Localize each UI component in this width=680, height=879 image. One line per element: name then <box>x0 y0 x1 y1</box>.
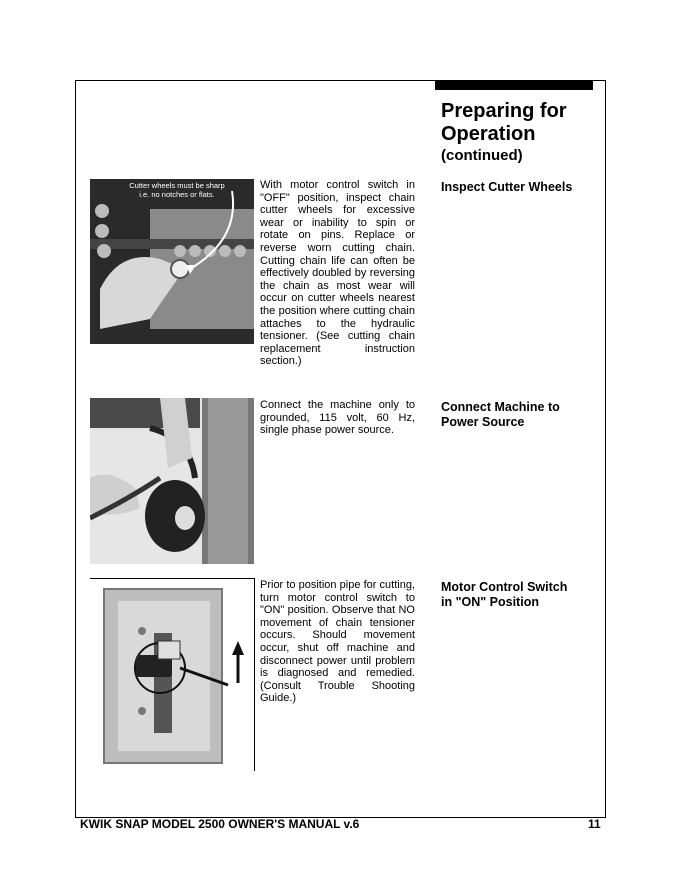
motor-switch-photo <box>98 583 250 765</box>
inspect-cutter-heading: Inspect Cutter Wheels <box>441 180 573 194</box>
photo-top-rule <box>90 578 254 579</box>
motor-switch-heading <box>441 580 591 610</box>
connect-heading-line-1: Connect Machine to <box>441 400 560 414</box>
cutter-wheels-illustration <box>90 179 254 344</box>
motor-switch-illustration <box>98 583 250 765</box>
power-connection-photo <box>90 398 254 564</box>
footer-page-number: 11 <box>588 817 601 831</box>
caption-line-1: Cutter wheels must be sharp <box>129 181 225 190</box>
motor-heading-line-2: in "ON" Position <box>441 595 539 609</box>
footer-manual-title: KWIK SNAP MODEL 2500 OWNER'S MANUAL v.6 <box>80 817 360 831</box>
connect-machine-text: Connect the machine only to grounded, 115 volt, 60 Hz, single phase power source. <box>260 399 415 437</box>
motor-heading-line-1: Motor Control Switch <box>441 580 568 594</box>
inspect-cutter-text: With motor control switch in "OFF" position, inspect chain cutter wheels for excessive wear or inability to spin or rotate on pins. Replace or reverse worn cutting chain. Cutting chain life can often be effectively doubled by reversing the chain as most wear will occur on cutter wheels nearest the position where cutting chain attaches to the hydraulic tensioner. (See cutting chain replacement instruction section.) <box>260 179 415 368</box>
connect-heading-line-2: Power Source <box>441 415 525 429</box>
caption-line-2: i.e. no notches or flats. <box>139 190 215 199</box>
photo-caption <box>118 181 236 199</box>
section-title <box>441 100 567 166</box>
motor-switch-text: Prior to position pipe for cutting, turn motor control switch to "ON" position. Observe that NO movement of chain tensioner occurs. Should movement occur, shut off machine and disconnect power until problem is diagnosed and remedied. (Consult Trouble Shooting Guide.) <box>260 579 415 705</box>
connect-machine-heading <box>441 400 591 430</box>
title-line-2: Operation <box>441 123 536 145</box>
power-connection-illustration <box>90 398 254 564</box>
title-line-3: (continued) <box>441 147 523 164</box>
photo-right-rule <box>254 578 255 771</box>
cutter-wheels-photo <box>90 179 254 344</box>
header-bar <box>435 80 593 90</box>
title-line-1: Preparing for <box>441 100 567 122</box>
